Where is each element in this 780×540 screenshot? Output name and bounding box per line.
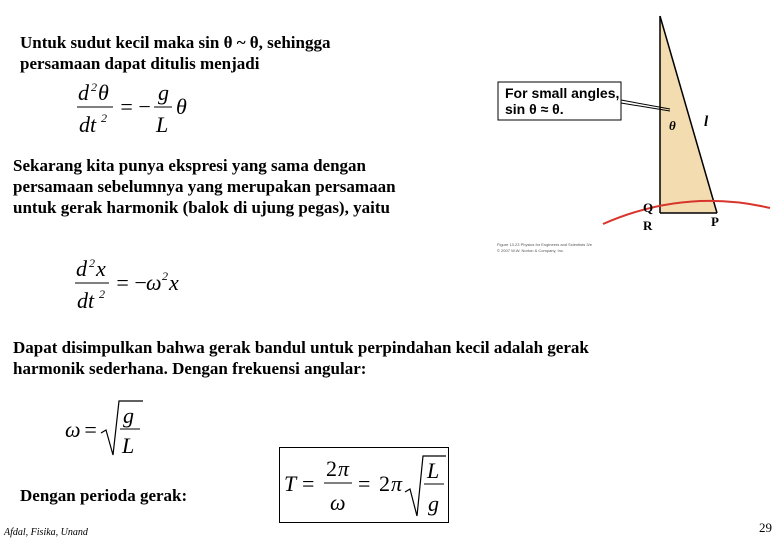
figure-caption: © 2007 W.W. Norton & Company, Inc. — [497, 248, 564, 253]
svg-text:θ: θ — [98, 80, 109, 105]
svg-text:=: = — [358, 471, 371, 496]
svg-text:L: L — [122, 433, 135, 458]
label-theta: θ — [669, 118, 676, 133]
text-line: persamaan sebelumnya yang merupakan persamaan — [13, 177, 396, 196]
svg-text:=: = — [302, 471, 315, 496]
svg-text:2: 2 — [326, 456, 337, 481]
svg-text:g: g — [158, 80, 169, 105]
callout-text: For small angles, — [505, 85, 620, 101]
equation-period-box — [279, 447, 449, 523]
svg-text:g: g — [123, 403, 134, 428]
label-R: R — [643, 218, 653, 233]
svg-text:=: = — [119, 94, 134, 119]
equation-pendulum — [75, 80, 205, 145]
label-P: P — [711, 214, 719, 229]
svg-text:2: 2 — [89, 256, 95, 270]
svg-text:dt: dt — [79, 112, 97, 137]
svg-text:π: π — [338, 456, 350, 481]
svg-text:2: 2 — [99, 287, 105, 301]
footer-author: Afdal, Fisika, Unand — [4, 527, 88, 538]
label-Q: Q — [643, 200, 654, 215]
figure-caption: Figure 13.23 Physics for Engineers and Scientists 3/e — [497, 242, 592, 247]
svg-text:L: L — [156, 112, 169, 137]
equation-period — [280, 448, 448, 522]
svg-text:−: − — [133, 270, 148, 295]
svg-text:2: 2 — [91, 80, 97, 94]
pendulum-figure — [495, 8, 775, 268]
svg-text:ω: ω — [65, 417, 81, 442]
svg-text:x: x — [96, 256, 106, 281]
text-comparison — [13, 155, 396, 218]
svg-text:g: g — [428, 491, 439, 516]
text-small-angle — [20, 32, 330, 74]
text-line: untuk gerak harmonik (balok di ujung pegas), yaitu — [13, 198, 390, 217]
equation-spring — [73, 256, 193, 321]
svg-text:x: x — [169, 270, 179, 295]
svg-text:L: L — [427, 458, 440, 483]
svg-text:=: = — [115, 270, 130, 295]
text-conclusion — [13, 337, 589, 379]
text-line: Sekarang kita punya ekspresi yang sama dengan — [13, 156, 366, 175]
text-period: Dengan perioda gerak: — [20, 486, 188, 505]
svg-text:d: d — [76, 256, 87, 281]
svg-text:2: 2 — [101, 111, 107, 125]
svg-text:T: T — [284, 471, 297, 496]
svg-text:θ: θ — [176, 94, 187, 119]
text-line: Dapat disimpulkan bahwa gerak bandul untuk perpindahan kecil adalah gerak — [13, 338, 589, 357]
svg-text:ω: ω — [146, 270, 162, 295]
svg-text:−: − — [137, 94, 152, 119]
svg-text:ω: ω — [330, 490, 346, 515]
svg-text:d: d — [78, 80, 89, 105]
svg-text:dt: dt — [77, 288, 95, 313]
text-line: persamaan dapat ditulis menjadi — [20, 54, 260, 73]
page-number: 29 — [759, 520, 772, 535]
svg-text:π: π — [391, 471, 403, 496]
label-l: l — [704, 114, 709, 130]
equation-angular-frequency — [63, 395, 153, 466]
svg-text:=: = — [83, 417, 98, 442]
svg-text:2: 2 — [379, 471, 390, 496]
text-line: harmonik sederhana. Dengan frekuensi angular: — [13, 359, 367, 378]
callout-text: sin θ ≈ θ. — [505, 101, 564, 117]
text-line: Untuk sudut kecil maka sin θ ~ θ, sehingga — [20, 33, 331, 52]
svg-text:2: 2 — [162, 269, 168, 283]
